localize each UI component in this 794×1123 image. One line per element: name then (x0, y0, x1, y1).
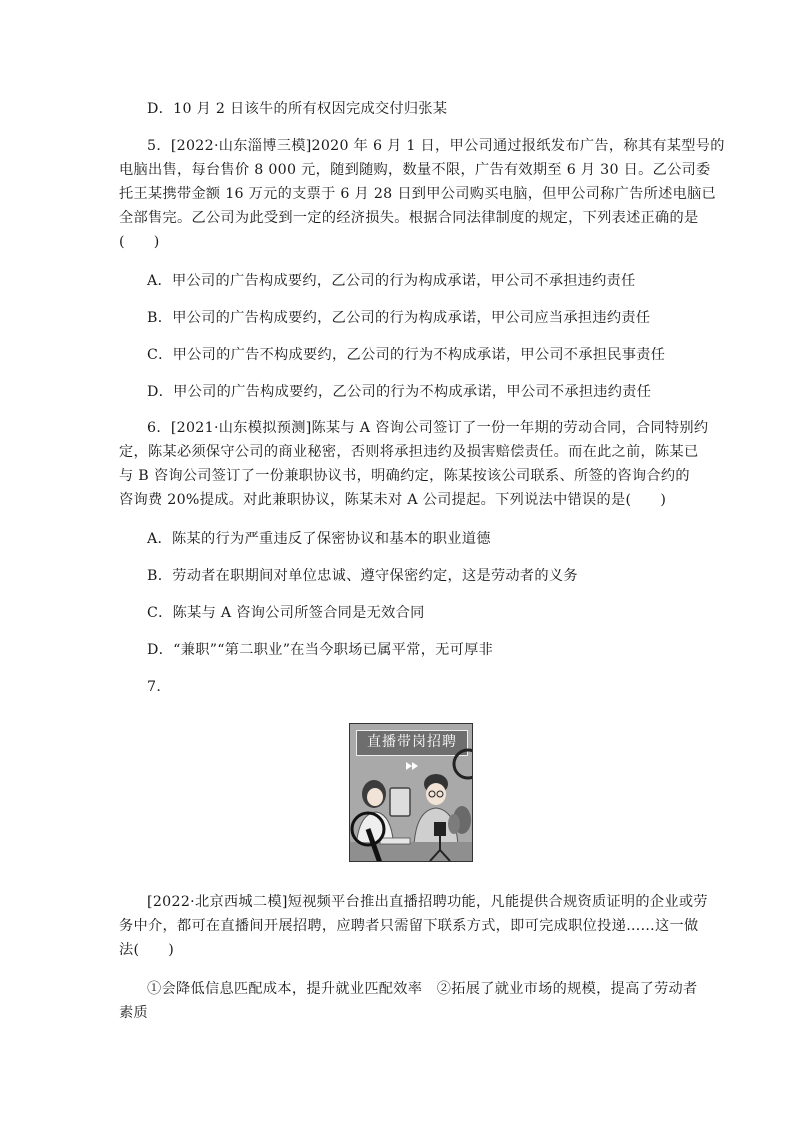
illustration-banner: 直播带岗招聘 (356, 730, 468, 756)
q5-answer-blank: ( ) (119, 234, 160, 250)
q5-line-2: 电脑出售，每台售价 8 000 元，随到随购，数量不限，广告有效期至 6 月 30 日。乙公司委 (119, 162, 711, 178)
q6-line-3: 与 B 咨询公司签订了一份兼职协议书，明确约定，陈某按该公司联系、所签的咨询合约的 (119, 468, 690, 484)
q7-line-2: 务中介，都可在直播间开展招聘，应聘者只需留下联系方式，即可完成职位投递……这一做 (119, 918, 699, 934)
illustration-scene (350, 724, 473, 862)
q6-option-b: B．劳动者在职期间对单位忠诚、遵守保密约定，这是劳动者的义务 (147, 568, 578, 584)
q6-option-a: A．陈某的行为严重违反了保密协议和基本的职业道德 (147, 531, 491, 547)
q5-option-d: D．甲公司的广告构成要约，乙公司的行为不构成承诺，甲公司不承担违约责任 (147, 384, 652, 400)
livestream-recruitment-illustration (349, 723, 473, 862)
q6-option-d: D．“兼职”“第二职业”在当今职场已属平常，无可厚非 (147, 642, 494, 658)
q7-line-1: [2022·北京西城二模]短视频平台推出直播招聘功能，凡能提供合规资质证明的企业或劳 (147, 894, 708, 910)
q6-line-1: 6．[2021·山东模拟预测]陈某与 A 咨询公司签订了一份一年期的劳动合同，合同特别约 (147, 420, 709, 436)
q7-item-1-cont: 素质 (119, 1005, 148, 1021)
q5-option-b: B．甲公司的广告构成要约，乙公司的行为构成承诺，甲公司应当承担违约责任 (147, 310, 651, 326)
q5-line-4: 全部售完。乙公司为此受到一定的经济损失。根据合同法律制度的规定，下列表述正确的是 (119, 210, 699, 226)
q6-line-2: 定，陈某必须保守公司的商业秘密，否则将承担违约及损害赔偿责任。而在此之前，陈某已 (119, 444, 699, 460)
q5-option-a: A．甲公司的广告构成要约，乙公司的行为构成承诺，甲公司不承担违约责任 (147, 273, 636, 289)
q7-answer-blank: 法( ) (119, 942, 175, 958)
q7-item-1: ①会降低信息匹配成本，提升就业匹配效率 ②拓展了就业市场的规模，提高了劳动者 (147, 981, 698, 997)
q5-option-c: C．甲公司的广告不构成要约，乙公司的行为不构成承诺，甲公司不承担民事责任 (147, 347, 666, 363)
q5-line-3: 托王某携带金额 16 万元的支票于 6 月 28 日到甲公司购买电脑，但甲公司称广告所述电脑已 (119, 186, 717, 202)
prev-option-d: D．10 月 2 日该牛的所有权因完成交付归张某 (147, 101, 448, 117)
q5-line-1: 5．[2022·山东淄博三模]2020 年 6 月 1 日，甲公司通过报纸发布广告，称其有某型号的 (147, 138, 725, 154)
q7-number: 7. (147, 679, 162, 695)
q6-option-c: C．陈某与 A 咨询公司所签合同是无效合同 (147, 605, 425, 621)
q6-line-4: 咨询费 20%提成。对此兼职协议，陈某未对 A 公司提起。下列说法中错误的是( ) (119, 492, 667, 508)
